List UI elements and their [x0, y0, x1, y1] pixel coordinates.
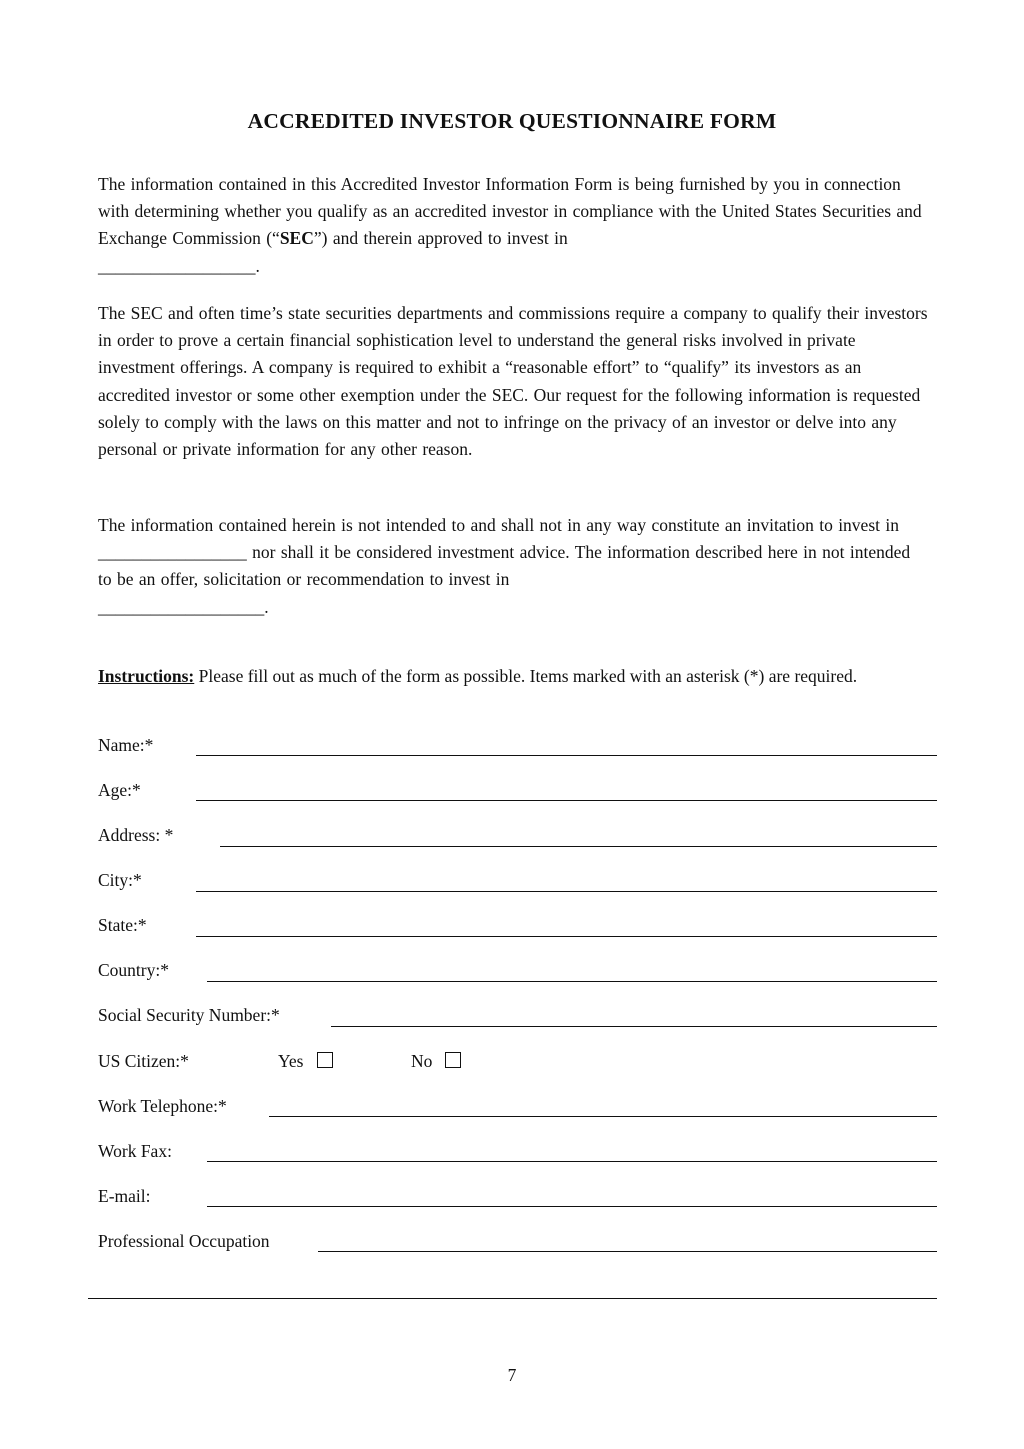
disclaimer-part2: nor shall it be considered investment advice. The information described here in not intended to be an offer, solicitation or recommendation to invest in [98, 542, 911, 590]
work-fax-label: Work Fax: [98, 1141, 172, 1161]
disclaimer-end: . [264, 596, 269, 617]
name-label: Name:* [98, 735, 154, 755]
intro-paragraph [98, 171, 928, 280]
sec-abbreviation: SEC [279, 228, 314, 249]
intro-text-after: ”) and therein approved to invest in [313, 228, 568, 249]
age-field[interactable] [196, 800, 937, 801]
ssn-field[interactable] [331, 1026, 937, 1027]
instructions-label: Instructions: [98, 666, 195, 686]
work-telephone-field[interactable] [269, 1116, 937, 1117]
intro-text-before: The information contained in this Accredited Investor Information Form is being furnished by you in connection with determining whether you qualify as an accredited investor in compliance with the United States Securities and Exchange Commission (“ [98, 174, 922, 249]
email-field[interactable] [207, 1206, 937, 1207]
no-checkbox[interactable] [445, 1052, 461, 1068]
state-label: State:* [98, 915, 147, 935]
intro-end: . [255, 255, 260, 276]
occupation-field[interactable] [318, 1251, 937, 1252]
disclaimer-paragraph [98, 512, 928, 621]
page-number: 7 [507, 1365, 517, 1385]
city-label: City:* [98, 870, 142, 890]
name-field[interactable] [196, 755, 937, 756]
occupation-label: Professional Occupation [98, 1231, 270, 1251]
no-label: No [411, 1051, 433, 1071]
yes-label: Yes [278, 1051, 304, 1071]
disclaimer-blank1: _________________ [98, 542, 247, 563]
work-telephone-label: Work Telephone:* [98, 1096, 227, 1116]
country-field[interactable] [207, 981, 937, 982]
work-fax-field[interactable] [207, 1161, 937, 1162]
address-label: Address: * [98, 825, 174, 845]
address-field[interactable] [220, 846, 937, 847]
form-title: ACCREDITED INVESTOR QUESTIONNAIRE FORM [247, 109, 777, 133]
us-citizen-label: US Citizen:* [98, 1051, 189, 1071]
country-label: Country:* [98, 960, 169, 980]
sec-requirements-paragraph: The SEC and often time’s state securities departments and commissions require a company to qualify their investors in order to prove a certain financial sophistication level to understand the general risks involved in private investment offerings. A company is required to exhibit a “reasonable effort” to “qualify” its investors as an accredited investor or some other exemption under the SEC. Our request for the following information is requested solely to comply with the laws on this matter and not to infringe on the privacy of an investor or delve into any personal or private information for any other reason. [98, 303, 928, 460]
disclaimer-blank2: ___________________ [98, 596, 265, 617]
intro-blank: __________________ [98, 255, 256, 276]
instructions-text: Please fill out as much of the form as possible. Items marked with an asterisk (*) are required. [194, 666, 858, 686]
city-field[interactable] [196, 891, 937, 892]
state-field[interactable] [196, 936, 937, 937]
occupation-continuation-line[interactable] [88, 1298, 937, 1299]
yes-checkbox[interactable] [317, 1052, 333, 1068]
email-label: E-mail: [98, 1186, 151, 1206]
instructions [98, 664, 928, 688]
age-label: Age:* [98, 780, 141, 800]
ssn-label: Social Security Number:* [98, 1005, 280, 1025]
disclaimer-part1: The information contained herein is not intended to and shall not in any way constitute an invitation to invest in [98, 515, 899, 535]
